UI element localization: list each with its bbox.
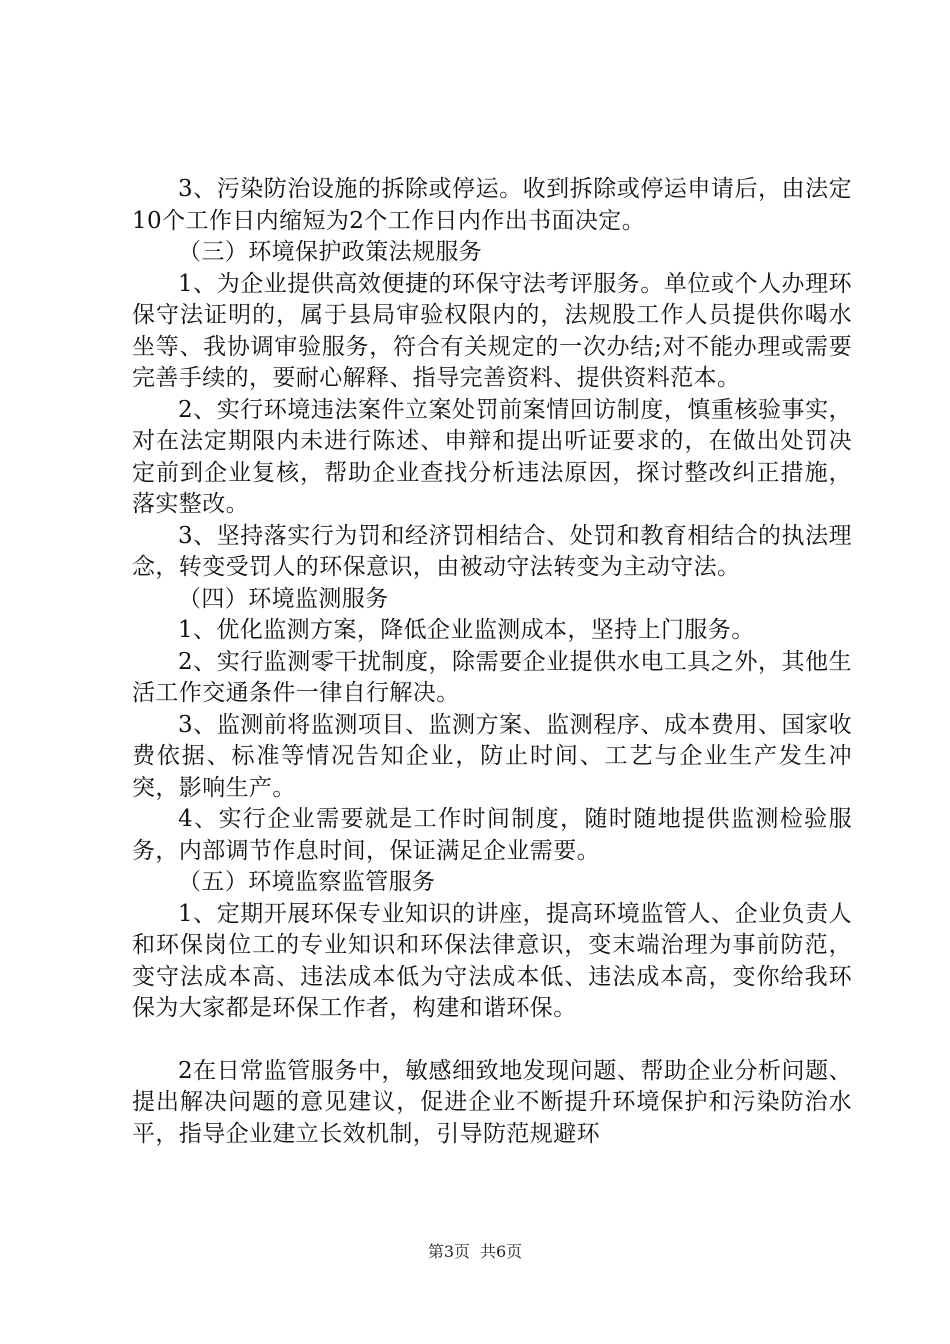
paragraph-supervision-item-2: 2在日常监管服务中，敏感细致地发现问题、帮助企业分析问题、提出解决问题的意见建议，促进企业不断提升环境保护和污染防治水平，指导企业建立长效机制，引导防范规避环 [132,1057,852,1147]
paragraph-policy-item-3: 3、坚持落实行为罚和经济罚相结合、处罚和教育相结合的执法理念，转变受罚人的环保意识，由被动守法转变为主动守法。 [132,522,852,580]
section-heading-supervision-service: （五）环境监察监管服务 [178,869,436,895]
paragraph-facility-removal: 3、污染防治设施的拆除或停运。收到拆除或停运申请后，由法定10个工作日内缩短为2个工作日内作出书面决定。 [132,176,852,234]
paragraph-monitoring-item-1: 1、优化监测方案，降低企业监测成本，坚持上门服务。 [178,617,755,643]
paragraph-monitoring-item-3: 3、监测前将监测项目、监测方案、监测程序、成本费用、国家收费依据、标准等情况告知企业，防止时间、工艺与企业生产发生冲突，影响生产。 [132,711,852,801]
section-heading-policy-service: （三）环境保护政策法规服务 [178,239,483,265]
paragraph-monitoring-item-4: 4、实行企业需要就是工作时间制度，随时随地提供监测检验服务，内部调节作息时间，保证满足企业需要。 [132,806,852,864]
paragraph-monitoring-item-2: 2、实行监测零干扰制度，除需要企业提供水电工具之外，其他生活工作交通条件一律自行解决。 [132,648,852,706]
page-number: 第3页 [427,1242,470,1261]
page-footer [0,1242,950,1262]
paragraph-supervision-item-1: 1、定期开展环保专业知识的讲座，提高环境监管人、企业负责人和环保岗位工的专业知识和环保法律意识，变末端治理为事前防范，变守法成本高、违法成本低为守法成本低、违法成本高，变你给我环保为大家都是环保工作者，构建和谐环保。 [132,900,852,1021]
paragraph-policy-item-1: 1、为企业提供高效便捷的环保守法考评服务。单位或个人办理环保守法证明的，属于县局审验权限内的，法规股工作人员提供你喝水坐等、我协调审验服务，符合有关规定的一次办结;对不能办理或需要完善手续的，要耐心解释、指导完善资料、提供资料范本。 [132,270,852,391]
document-body [132,174,852,1150]
page-total: 共6页 [480,1242,523,1261]
paragraph-policy-item-2: 2、实行环境违法案件立案处罚前案情回访制度，慎重核验事实，对在法定期限内未进行陈述、申辩和提出听证要求的，在做出处罚决定前到企业复核，帮助企业查找分析违法原因，探讨整改纠正措施，落实整改。 [132,396,852,517]
section-heading-monitoring-service: （四）环境监测服务 [178,585,389,612]
